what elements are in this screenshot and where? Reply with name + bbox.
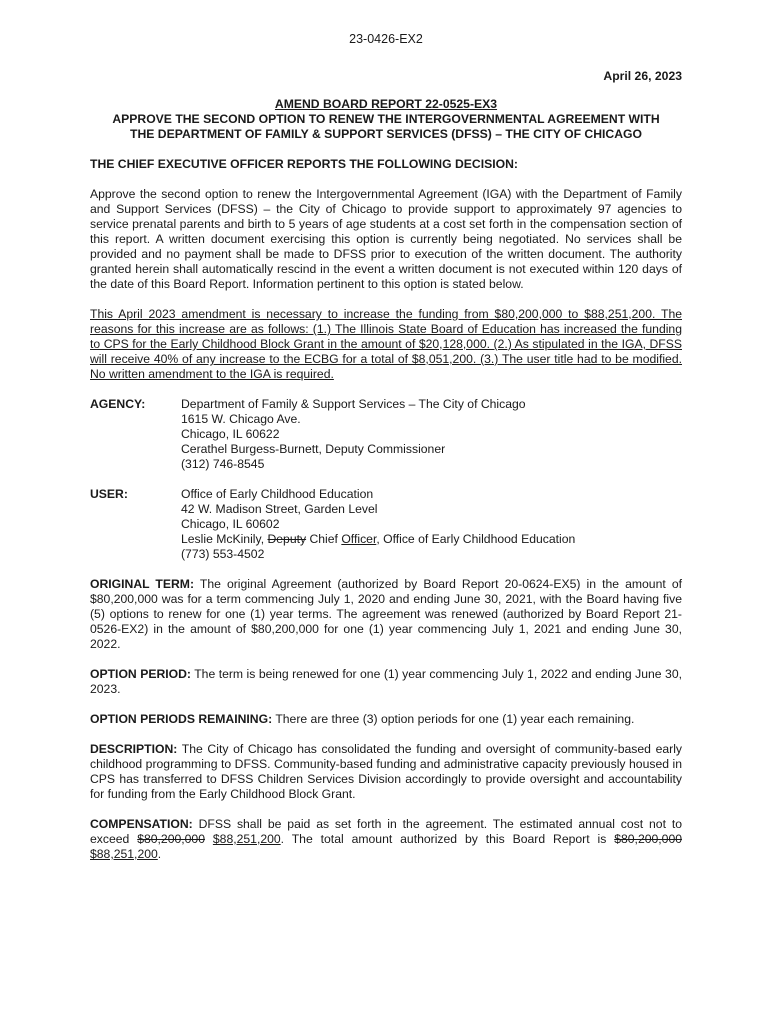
report-title: [90, 97, 682, 142]
agency-label: AGENCY:: [90, 397, 146, 411]
title-line-1: APPROVE THE SECOND OPTION TO RENEW THE INTERGOVERNMENTAL AGREEMENT WITH: [112, 112, 660, 126]
inserted-title-word: Officer: [341, 532, 377, 546]
user-line: (773) 553-4502: [181, 547, 265, 561]
user-line: Office of Early Childhood Education: [181, 487, 374, 501]
document-page: [90, 30, 682, 862]
compensation-label: COMPENSATION:: [90, 817, 193, 831]
contact-name: Leslie McKinily,: [181, 532, 268, 546]
title-line-2: THE DEPARTMENT OF FAMILY & SUPPORT SERVICES (DFSS) – THE CITY OF CHICAGO: [130, 127, 642, 141]
agency-line: 1615 W. Chicago Ave.: [181, 412, 301, 426]
ceo-heading: THE CHIEF EXECUTIVE OFFICER REPORTS THE FOLLOWING DECISION:: [90, 157, 518, 171]
compensation-text-2: . The total amount authorized by this Board Report is: [280, 832, 615, 846]
amendment-paragraph: This April 2023 amendment is necessary to increase the funding from $80,200,000 to $88,251,200. The reasons for this increase are as follows: (1.) The Illinois State Board of Education has increased the funding to CPS for the Early Childhood Block Grant in the amount of $20,128,000. (2.) As stipulated in the IGA, DFSS will receive 40% of any increase to the ECBG for a total of $8,051,200. (3.) The user title had to be modified. No written amendment to the IGA is required.: [90, 307, 682, 381]
compensation-text-1: DFSS shall be paid as set forth in the agreement. The estimated annual cost not to exceed: [90, 817, 682, 846]
agency-line: Chicago, IL 60622: [181, 427, 280, 441]
description-label: DESCRIPTION:: [90, 742, 178, 756]
agency-line: Department of Family & Support Services – The City of Chicago: [181, 397, 526, 411]
old-amount-1: $80,200,000: [137, 832, 205, 846]
old-amount-2: $80,200,000: [614, 832, 682, 846]
report-number: AMEND BOARD REPORT 22-0525-EX3: [274, 97, 498, 111]
user-contact: [181, 532, 575, 547]
agency-section: [90, 397, 682, 472]
report-date: April 26, 2023: [603, 69, 682, 83]
option-periods-remaining-text: There are three (3) option periods for one (1) year each remaining.: [272, 712, 635, 726]
option-period-paragraph: [90, 667, 682, 697]
intro-paragraph: Approve the second option to renew the Intergovernmental Agreement (IGA) with the Department of Family and Support Services (DFSS) – the City of Chicago to provide support to approximately 97 agencies to service prenatal parents and birth to 5 years of age students at a cost set forth in the compensation section of this report. A written document exercising this option is currently being negotiated. No services shall be provided and no payment shall be made to DFSS prior to execution of the written document. The authority granted herein shall automatically rescind in the event a written document is not executed within 120 days of the date of this Board Report. Information pertinent to this option is stated below.: [90, 187, 682, 291]
user-section: [90, 487, 682, 562]
option-period-label: OPTION PERIOD:: [90, 667, 191, 681]
contact-mid: Chief: [306, 532, 342, 546]
struck-title-word: Deputy: [267, 532, 307, 546]
compensation-paragraph: [90, 817, 682, 862]
user-line: 42 W. Madison Street, Garden Level: [181, 502, 378, 516]
user-label: USER:: [90, 487, 128, 501]
original-term-label: ORIGINAL TERM:: [90, 577, 195, 591]
contact-end: , Office of Early Childhood Education: [376, 532, 576, 546]
original-term-text: The original Agreement (authorized by Board Report 20-0624-EX5) in the amount of $80,200,000 was for a term commencing July 1, 2020 and ending June 30, 2021, with the Board having five (5) options to renew for one (1) year terms. The agreement was renewed (authorized by Board Report 21-0526-EX2) in the amount of $80,200,000 for one (1) year commencing July 1, 2021 and ending June 30, 2022.: [90, 577, 682, 651]
agency-line: Cerathel Burgess-Burnett, Deputy Commissioner: [181, 442, 446, 456]
new-amount-2: $88,251,200: [90, 847, 158, 861]
original-term-paragraph: [90, 577, 682, 652]
document-id: 23-0426-EX2: [349, 32, 423, 46]
user-line: Chicago, IL 60602: [181, 517, 280, 531]
agency-line: (312) 746-8545: [181, 457, 265, 471]
compensation-text-3: .: [157, 847, 162, 861]
option-period-text: The term is being renewed for one (1) year commencing July 1, 2022 and ending June 30, 2023.: [90, 667, 682, 696]
description-paragraph: [90, 742, 682, 802]
description-text: The City of Chicago has consolidated the funding and oversight of community-based early childhood programming to DFSS. Community-based funding and administrative capacity previously housed in CPS has transferred to DFSS Children Services Division accordingly to provide oversight and accountability for funding from the Early Childhood Block Grant.: [90, 742, 682, 801]
option-periods-remaining-paragraph: [90, 712, 682, 727]
new-amount-1: $88,251,200: [212, 832, 281, 846]
user-address: [181, 487, 575, 562]
option-periods-remaining-label: OPTION PERIODS REMAINING:: [90, 712, 273, 726]
agency-address: [181, 397, 526, 472]
